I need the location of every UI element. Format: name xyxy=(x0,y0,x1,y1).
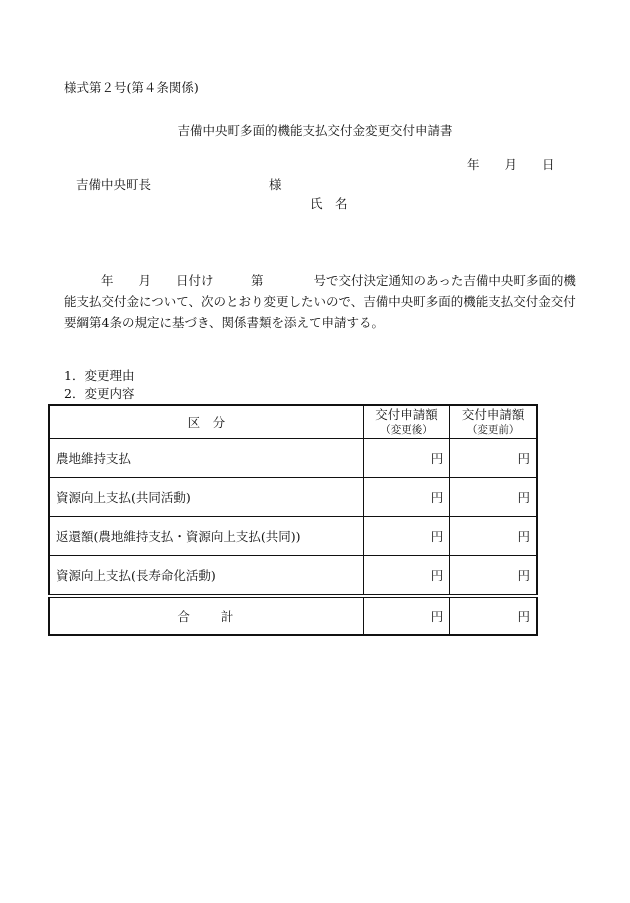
date-day-label: 日 xyxy=(542,157,555,172)
row-label: 資源向上支払(共同活動) xyxy=(49,478,363,517)
addressee-honorific: 様 xyxy=(269,177,282,192)
row-label: 農地維持支払 xyxy=(49,439,363,478)
table-row xyxy=(49,439,537,478)
row-amount-after: 円 xyxy=(363,556,450,597)
table-row xyxy=(49,556,537,597)
applicant-name-label: 氏 名 xyxy=(310,196,348,211)
date-line xyxy=(467,157,555,172)
row-amount-before: 円 xyxy=(450,517,537,556)
table-row xyxy=(49,478,537,517)
header-amount-after-sub: （変更後） xyxy=(380,424,433,436)
row-amount-before: 円 xyxy=(450,439,537,478)
change-amount-table xyxy=(48,404,538,636)
row-amount-before: 円 xyxy=(450,556,537,597)
date-month-label: 月 xyxy=(504,157,518,172)
total-amount-before: 円 xyxy=(450,596,537,635)
application-body-text: 年 月 日付け 第 号で交付決定通知のあった吉備中央町多面的機能支払交付金について、次のとおり変更したいので、吉備中央町多面的機能支払交付金交付要綱第4条の規定に基づき、関係書類を添えて申請する。 xyxy=(64,273,576,330)
row-label: 返還額(農地維持支払・資源向上支払(共同)) xyxy=(49,517,363,556)
row-amount-after: 円 xyxy=(363,478,450,517)
total-amount-after: 円 xyxy=(363,596,450,635)
row-amount-before: 円 xyxy=(450,478,537,517)
header-amount-before xyxy=(450,405,537,439)
form-number: 様式第２号(第４条関係) xyxy=(64,80,199,95)
item-change-reason: 1．変更理由 xyxy=(64,368,135,383)
application-body xyxy=(64,270,584,333)
table-total-row xyxy=(49,596,537,635)
document-title: 吉備中央町多面的機能支払交付金変更交付申請書 xyxy=(177,123,453,138)
row-amount-after: 円 xyxy=(363,439,450,478)
header-amount-after-main: 交付申請額 xyxy=(375,407,438,422)
total-label: 合 計 xyxy=(49,596,363,635)
table-header-row xyxy=(49,405,537,439)
row-amount-after: 円 xyxy=(363,517,450,556)
row-label: 資源向上支払(長寿命化活動) xyxy=(49,556,363,597)
addressee-name: 吉備中央町長 xyxy=(76,177,152,192)
header-amount-after xyxy=(363,405,450,439)
header-amount-before-sub: （変更前） xyxy=(466,424,520,436)
addressee-line xyxy=(76,177,282,192)
item-change-content: 2．変更内容 xyxy=(64,386,135,401)
header-amount-before-main: 交付申請額 xyxy=(461,407,525,422)
header-category: 区 分 xyxy=(49,405,363,439)
table-row xyxy=(49,517,537,556)
date-year-label: 年 xyxy=(467,157,480,172)
